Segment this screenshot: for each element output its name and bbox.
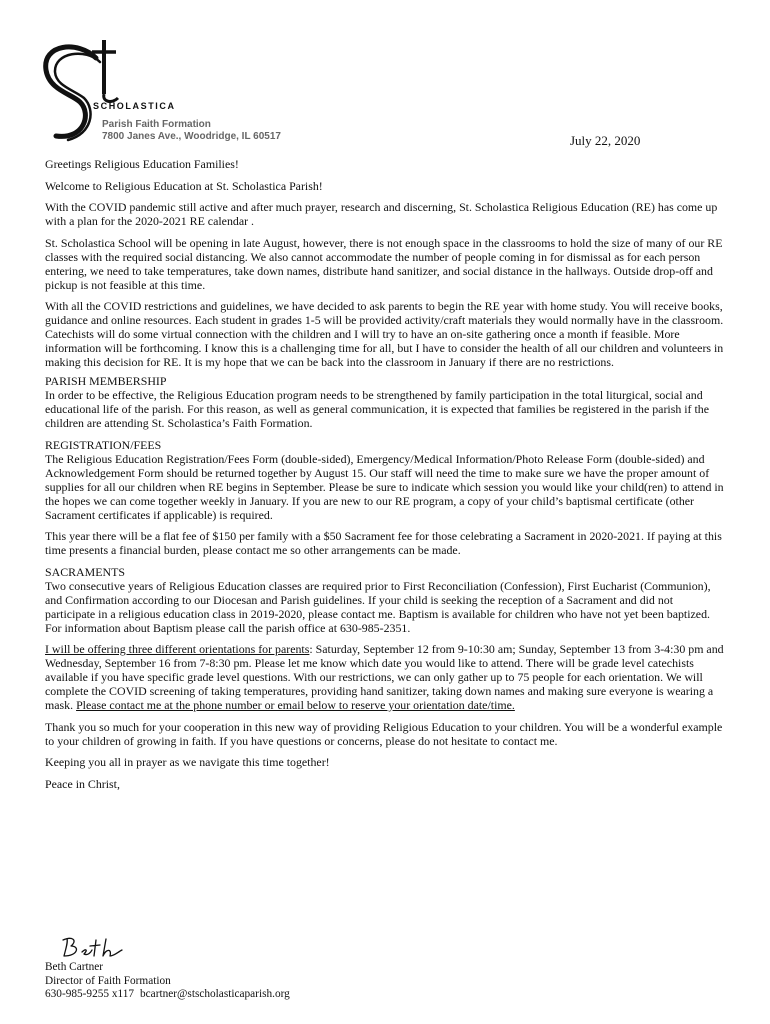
letter-date: July 22, 2020 [570,133,641,148]
org-info [102,119,281,142]
orientation-body: : Saturday, September 12 from 9-10:30 am; Sunday, September 13 from 3-4:30 pm and Wednesday, September 16 from 7-8:30 pm. Please let me know which date you would like to attend. There will be grade level catechists available if you have specific grade level questions. With our restrictions, we can only gather up to 75 people for each orientation. We will complete the COVID screening of taking temperatures, providing hand sanitizer, taking down names and making sure everyone is wearing a mask. [45,642,724,712]
intro-paragraph: With the COVID pandemic still active and after much prayer, research and discerning, St. Scholastica Religious Education (RE) has come up with a plan for the 2020-2021 RE calendar . [45,200,718,228]
email-address: bcartner@stscholasticaparish.org [140,988,290,1000]
fees-paragraph: This year there will be a flat fee of $150 per family with a $50 Sacrament fee for those celebrating a Sacrament in 2020-2021. If paying at this time presents a financial burden, please contact me so other arrangements can be made. [45,529,722,557]
org-name: Parish Faith Formation [102,119,211,130]
closing-line: Peace in Christ, [45,776,120,791]
membership-paragraph: In order to be effective, the Religious Education program needs to be strengthened by family participation in the total liturgical, social and educational life of the parish. For this reason, as well as general communication, it is expected that families be registered in the parish if the children are attending St. Scholastica’s Faith Formation. [45,388,710,430]
signer-name: Beth Cartner [45,961,104,973]
thanks-paragraph: Thank you so much for your cooperation in this new way of providing Religious Education to your children. You will be a wonderful example to your children of growing in faith. If you have questions or concerns, please do not hesitate to contact me. [45,719,723,748]
welcome-paragraph: Welcome to Religious Education at St. Scholastica Parish! [45,178,323,193]
registration-paragraph: The Religious Education Registration/Fees Form (double-sided), Emergency/Medical Information/Photo Release Form (double-sided) and Acknowledgement Form should be returned together by August 15. Our staff will need the time to make sure we have the proper amount of supplies for all our children when RE begins in September. Please be sure to indicate which session you would like your child(ren) to attend in the hopes we can come together weekly in January. If you are new to our RE program, a copy of your child’s baptismal certificate (other Sacrament certificates if applicable) is required. [45,451,724,522]
phone-number: 630-985-9255 x117 [45,988,135,1000]
home-study-paragraph: With all the COVID restrictions and guidelines, we have decided to ask parents to begin the RE year with home study. You will receive books, guidance and online resources. Each student in grades 1-5 will be provided activity/craft materials they would normally have in the classroom. Catechists will do some virtual connection with the children and I will try to have an on-site gathering once a month if feasible. More information will be forthcoming. I know this is a challenging time for all, but I have to consider the health of all our children and volunteers in making this decision for RE. It is my hope that we can be back into the classroom in January if there are no restrictions. [45,299,724,369]
signer-title: Director of Faith Formation [45,974,171,987]
orientation-paragraph [45,642,725,712]
sacraments-paragraph: Two consecutive years of Religious Education classes are required prior to First Reconciliation (Confession), First Eucharist (Communion), and Confirmation according to our Diocesan and Parish guidelines. If your child is seeking the reception of a Sacrament and did not participate in a religious education class in 2019-2020, please contact me. Baptism is available for children who have not yet been baptized. For information about Baptism please call the parish office at 630-985-2351. [45,578,711,635]
letter-body [45,157,725,798]
greeting: Greetings Religious Education Families! [45,157,239,171]
sacraments-heading: SACRAMENTS [45,564,125,579]
registration-heading: REGISTRATION/FEES [45,437,162,452]
prayer-line: Keeping you all in prayer as we navigate this time together! [45,755,330,769]
signature-block [45,961,290,1002]
orientation-lead: I will be offering three different orientations for parents [45,642,310,656]
handwritten-signature [58,936,128,960]
logo-wordmark: SCHOLASTICA [93,101,176,111]
org-address: 7800 Janes Ave., Woodridge, IL 60517 [102,130,281,142]
contact-line [45,988,290,1002]
membership-heading: PARISH MEMBERSHIP [45,374,167,388]
school-paragraph: St. Scholastica School will be opening in late August, however, there is not enough space in the classrooms to hold the size of many of our RE classes with the required social distancing. We also cannot accommodate the number of people coming in for dismissal as for each person entering, we need to take temperatures, take down names, distribute hand sanitizer, and social distance in the hallways. Outside drop-off and pickup is not feasible at this time. [45,235,723,292]
orientation-contact: Please contact me at the phone number or email below to reserve your orientation date/time. [76,698,515,712]
